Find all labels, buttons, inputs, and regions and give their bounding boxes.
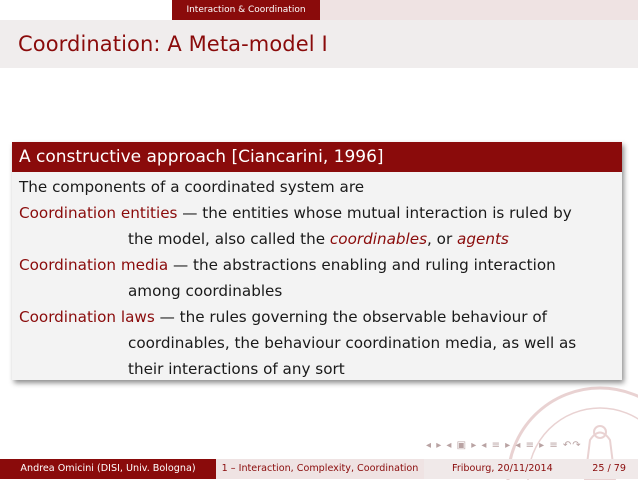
definition-text: the model, also called the bbox=[128, 230, 330, 248]
frame-title: Coordination: A Meta-model I bbox=[18, 32, 328, 56]
footer-talk-title: 1 – Interaction, Complexity, Coordination bbox=[216, 459, 424, 479]
definition-text: — the rules governing the observable behaviour of bbox=[154, 308, 547, 326]
definition-item-entities bbox=[19, 200, 614, 252]
term-key: media bbox=[120, 256, 169, 274]
term-prefix: Coordination bbox=[19, 204, 121, 222]
definition-text: , or bbox=[427, 230, 458, 248]
term-prefix: Coordination bbox=[19, 256, 121, 274]
term-prefix: Coordination bbox=[19, 308, 121, 326]
definition-continuation: coordinables, the behaviour coordination media, as well as bbox=[128, 334, 577, 352]
frame-titlebar bbox=[0, 20, 638, 68]
term-key: laws bbox=[120, 308, 155, 326]
beamer-navigation-icons[interactable]: ◂ ▸ ◂ ▣ ▸ ◂ ≡ ▸ ◂ ≡ ▸ ≡ ↶↷ bbox=[426, 440, 582, 451]
emphasis-agents: agents bbox=[457, 230, 509, 248]
footer-date: Fribourg, 20/11/2014 bbox=[452, 463, 553, 474]
emphasis-coordinables: coordinables bbox=[329, 230, 428, 248]
block-body bbox=[12, 172, 622, 382]
block-intro: The components of a coordinated system are bbox=[19, 178, 365, 196]
section-strip bbox=[320, 0, 638, 20]
section-tab[interactable]: Interaction & Coordination bbox=[172, 0, 320, 20]
term-key: entities bbox=[120, 204, 178, 222]
definition-continuation: among coordinables bbox=[128, 282, 283, 300]
page-number: 25 / 79 bbox=[592, 463, 626, 474]
footer bbox=[0, 459, 638, 479]
section-navigation bbox=[0, 0, 638, 20]
block-title: A constructive approach [Ciancarini, 1996] bbox=[12, 142, 622, 172]
footer-info bbox=[424, 459, 638, 479]
definition-text: — the abstractions enabling and ruling interaction bbox=[168, 256, 556, 274]
footer-author: Andrea Omicini (DISI, Univ. Bologna) bbox=[0, 459, 216, 479]
definition-item-media bbox=[19, 252, 614, 304]
definition-text: — the entities whose mutual interaction is ruled by bbox=[177, 204, 572, 222]
definition-continuation: their interactions of any sort bbox=[128, 360, 345, 378]
definition-continuation bbox=[19, 226, 614, 252]
definition-block bbox=[12, 142, 622, 380]
